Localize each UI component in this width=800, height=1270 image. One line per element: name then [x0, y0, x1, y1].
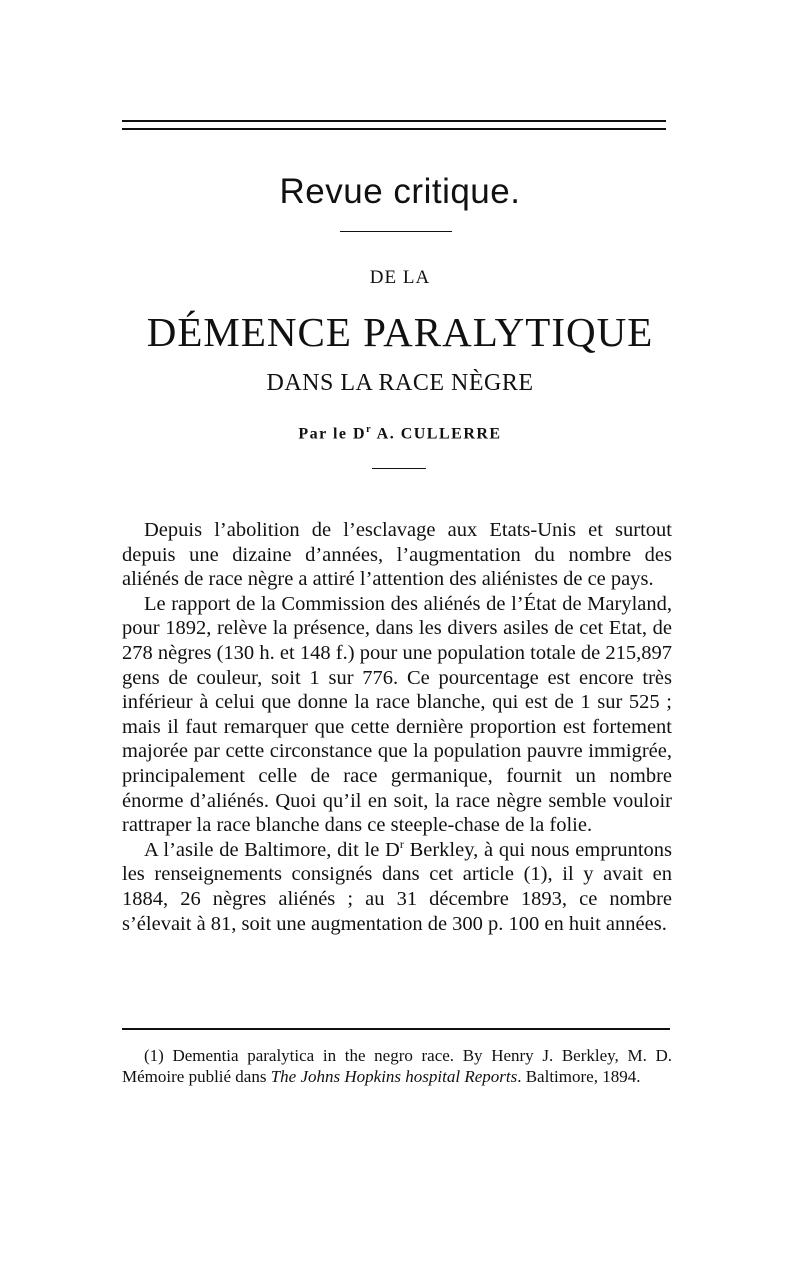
author-prefix: Par le D — [298, 425, 367, 443]
footnote-italic: The Johns Hopkins hospital Reports — [270, 1067, 518, 1086]
footnote-end: . Baltimore, 1894. — [517, 1067, 641, 1086]
article-title: DÉMENCE PARALYTIQUE — [146, 309, 654, 355]
footnote — [122, 1045, 672, 1087]
paragraph-3-sup: r — [399, 836, 404, 851]
paragraph-3-start: A l’asile de Baltimore, dit le D — [144, 838, 400, 861]
top-rule-second — [122, 128, 666, 130]
author-sup: r — [366, 424, 373, 435]
footnote-rule — [122, 1028, 670, 1030]
paragraph-3 — [122, 838, 672, 936]
title-divider — [340, 231, 452, 232]
article-subtitle: DANS LA RACE NÈGRE — [266, 370, 534, 396]
article-body — [122, 518, 672, 936]
top-rule — [122, 120, 666, 122]
paragraph-1: Depuis l’abolition de l’esclavage aux Etats-Unis et surtout depuis une dizaine d’années, l’augmentation du nombre des aliénés de race nègre a attiré l’attention des aliénistes de ce pays. — [122, 519, 672, 591]
pre-title: DE LA — [369, 267, 431, 288]
author-name: A. CULLERRE — [376, 425, 502, 443]
author-divider — [372, 468, 426, 469]
section-title: Revue critique. — [279, 172, 521, 211]
author-line — [0, 424, 800, 443]
paragraph-2: Le rapport de la Commission des aliénés de l’État de Maryland, pour 1892, relève la présence, dans les divers asiles de cet Etat, de 278 nègres (130 h. et 148 f.) pour une population totale de 215,897 gens de couleur, soit 1 sur 776. Ce pourcentage est encore très inférieur à celui que donne la race blanche, qui est de 1 sur 525 ; mais il faut remarquer que cette dernière proportion est fortement majorée par cette circonstance que la population pauvre immigrée, principalement celle de race germanique, fournit un nombre énorme d’aliénés. Quoi qu’il en soit, la race nègre semble vouloir rattraper la race blanche dans ce steeple-chase de la folie. — [122, 592, 672, 837]
paragraph-3-end: Berkley, à qui nous empruntons les renseignements consignés dans cet article (1), il y avait en 1884, 26 nègres aliénés ; au 31 décembre 1893, ce nombre s’élevait à 81, soit une augmentation de 300 p. 100 en huit années. — [122, 838, 672, 935]
footnote-start: (1) Dementia paralytica in the negro race. By Henry J. Berkley, M. D. Mémoire publié dans — [122, 1046, 672, 1086]
